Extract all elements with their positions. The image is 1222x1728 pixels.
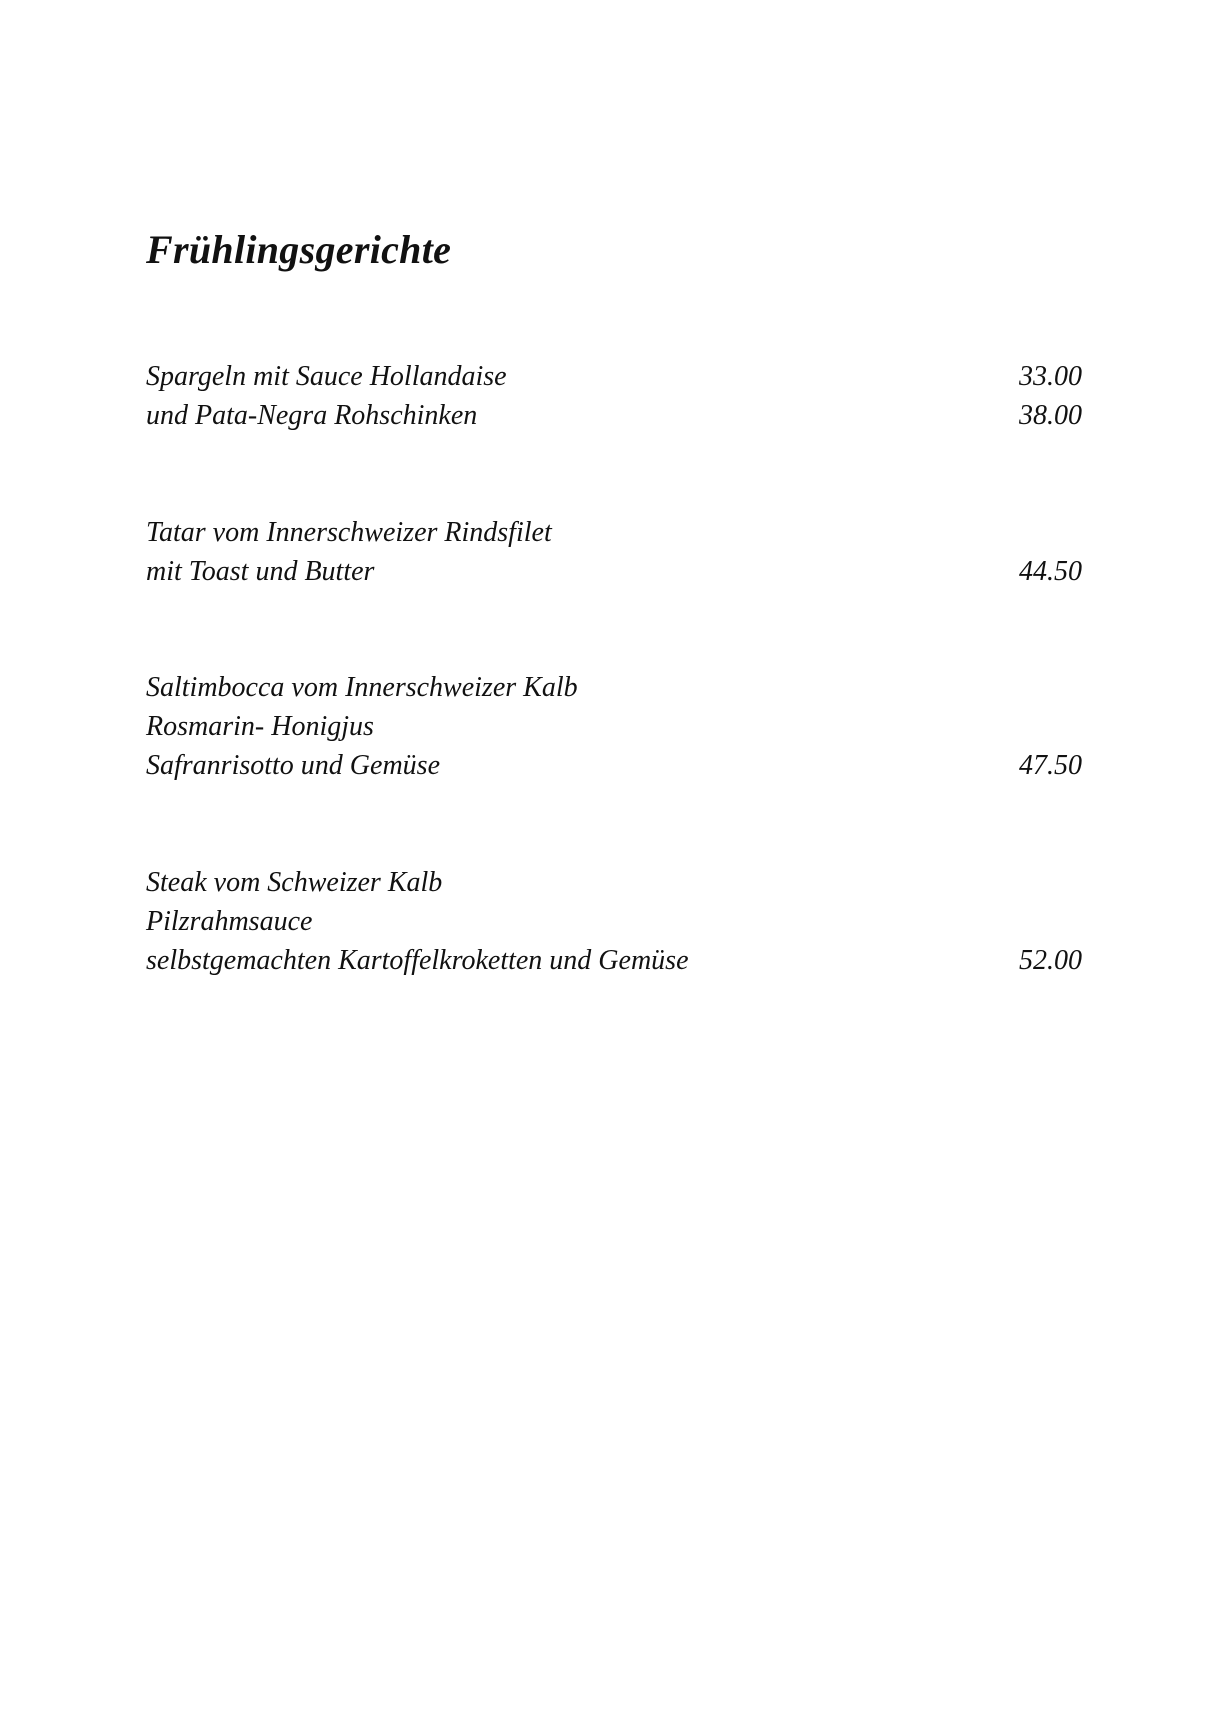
- dish-description: und Pata-Negra Rohschinken: [146, 400, 478, 431]
- dish-line: [146, 902, 1082, 941]
- dish-spargeln: [146, 357, 1082, 435]
- dish-description: Safranrisotto und Gemüse: [146, 750, 440, 781]
- dish-line: [146, 863, 1082, 902]
- dish-line: [146, 513, 1082, 552]
- dish-tatar: [146, 513, 1082, 591]
- dish-line: [146, 357, 1082, 396]
- dish-steak: [146, 863, 1082, 980]
- dish-price: 33.00: [1019, 361, 1082, 392]
- dish-description: Spargeln mit Sauce Hollandaise: [146, 361, 507, 392]
- dish-description: Saltimbocca vom Innerschweizer Kalb: [146, 672, 578, 703]
- dish-line: [146, 746, 1082, 785]
- dish-price: 52.00: [1019, 945, 1082, 976]
- dish-description: Steak vom Schweizer Kalb: [146, 867, 443, 898]
- dish-saltimbocca: [146, 668, 1082, 785]
- dish-description: Pilzrahmsauce: [146, 906, 313, 937]
- dish-line: [146, 668, 1082, 707]
- dish-line: [146, 707, 1082, 746]
- page-title: Frühlingsgerichte: [146, 227, 452, 272]
- dish-description: mit Toast und Butter: [146, 556, 375, 587]
- dish-description: Tatar vom Innerschweizer Rindsfilet: [146, 517, 552, 548]
- dish-line: [146, 552, 1082, 591]
- dish-description: selbstgemachten Kartoffelkroketten und Gemüse: [146, 945, 689, 976]
- dish-line: [146, 396, 1082, 435]
- dish-price: 47.50: [1019, 750, 1082, 781]
- dish-description: Rosmarin- Honigjus: [146, 711, 374, 742]
- dish-price: 44.50: [1019, 556, 1082, 587]
- dish-price: 38.00: [1019, 400, 1082, 431]
- dish-line: [146, 941, 1082, 980]
